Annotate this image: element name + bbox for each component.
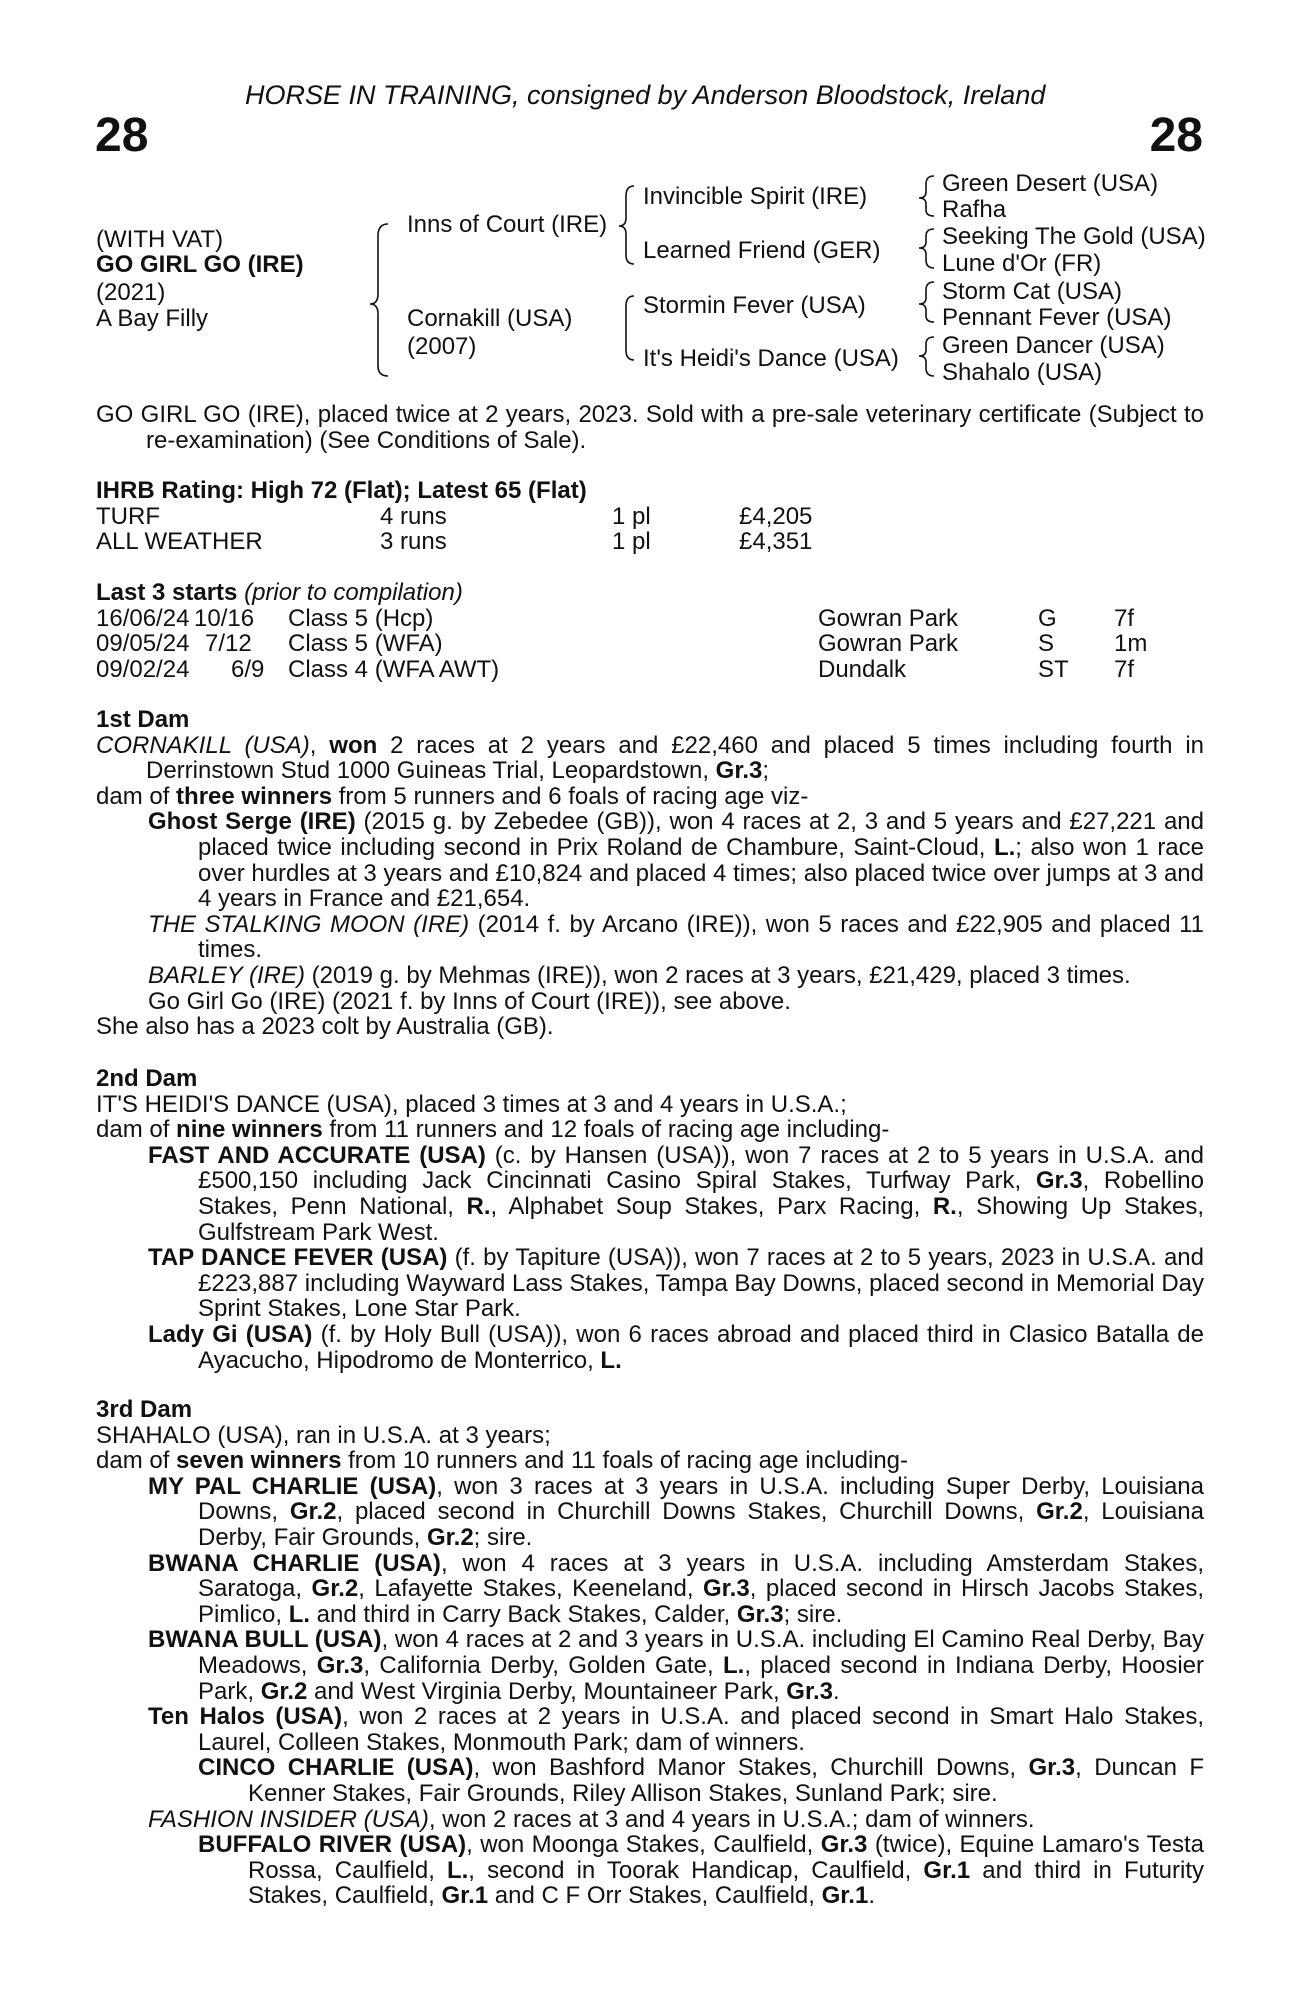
grade: Gr.3 — [1035, 1167, 1083, 1195]
offspring-entry — [96, 1143, 1204, 1245]
text: , Robellino Stakes, Penn National, — [198, 1167, 1204, 1220]
pedigree-dsd: Pennant Fever (USA) — [942, 304, 1172, 331]
text: ; sire. — [783, 1600, 843, 1628]
grand-offspring-entry — [96, 1755, 1204, 1806]
offspring-name: Lady Gi (USA) — [148, 1320, 313, 1348]
text: and West Virginia Derby, Mountaineer Park, — [307, 1677, 787, 1705]
pedigree-dam-dam: It's Heidi's Dance (USA) — [643, 345, 899, 372]
last-starts-note: (prior to compilation) — [244, 579, 463, 606]
grade: Gr.1 — [441, 1882, 489, 1910]
text: (twice), Equine Lamaro's Testa Rossa, Caulfield, — [248, 1831, 1204, 1884]
text: ; also won 1 race over hurdles at 3 years and £10,824 and placed 4 times; also placed twice over jumps at 3 and 4 years in France and £21,654. — [198, 833, 1205, 913]
text: . — [868, 1882, 875, 1910]
start-distance: 1m — [1114, 630, 1148, 658]
first-dam-produce — [96, 784, 1204, 810]
offspring-entry — [96, 1322, 1204, 1373]
offspring-name: FASHION INSIDER (USA) — [148, 1805, 429, 1833]
start-class: Class 4 (WFA AWT) — [288, 655, 500, 683]
third-dam-produce — [96, 1448, 1204, 1474]
text: , Showing Up Stakes, Gulfstream Park West. — [198, 1192, 1204, 1246]
rating-row — [96, 504, 1204, 530]
start-going: G — [1038, 604, 1057, 632]
rating-row — [96, 529, 1204, 555]
second-dam-record: IT'S HEIDI'S DANCE (USA), placed 3 times at 3 and 4 years in U.S.A.; — [96, 1090, 847, 1118]
offspring-name: Ghost Serge (IRE) — [148, 808, 356, 836]
offspring-entry — [96, 1551, 1204, 1628]
text: and C F Orr Stakes, Caulfield, — [488, 1882, 822, 1910]
pedigree-sss: Green Desert (USA) — [942, 170, 1159, 197]
pedigree-ssd: Rafha — [942, 196, 1007, 223]
last-starts-section — [96, 580, 1204, 682]
text: from 11 runners and 12 foals of racing age including- — [322, 1116, 890, 1144]
summary-text: GO GIRL GO (IRE), placed twice at 2 years, 2023. Sold with a pre-sale veterinary certificate (Subject to re-examination) (See Conditions of Sale). — [96, 401, 1204, 454]
grade: Gr.3 — [316, 1651, 364, 1679]
text: . — [833, 1677, 840, 1705]
text: (2014 f. by Arcano (IRE)), won 5 races and £22,905 and placed 11 times. — [198, 910, 1204, 964]
rating-runs: 3 runs — [380, 528, 447, 556]
text: (2015 g. by Zebedee (GB)), won 4 races at 2, 3 and 5 years and £27,221 and placed twice including second in Prix Roland de Chambure, Saint-Cloud, — [198, 808, 1204, 861]
last-start-row — [96, 606, 1204, 632]
last-starts-title: Last 3 starts — [96, 579, 238, 606]
listed: L. — [993, 833, 1016, 861]
text: , placed second in Indiana Derby, Hoosier Park, — [198, 1651, 1204, 1705]
grade: Gr.2 — [311, 1575, 359, 1603]
text: and third in Carry Back Stakes, Calder, — [310, 1600, 737, 1628]
start-going: ST — [1038, 655, 1069, 683]
offspring-entry — [96, 1245, 1204, 1322]
lot-number-right: 28 — [1149, 109, 1203, 162]
offspring-entry — [96, 1704, 1204, 1755]
pedigree-sdd: Lune d'Or (FR) — [942, 250, 1102, 277]
pedigree-dam-year: (2007) — [407, 333, 477, 360]
grade: Gr.2 — [260, 1677, 308, 1705]
pedigree-sds: Seeking The Gold (USA) — [942, 223, 1206, 250]
offspring-name: MY PAL CHARLIE (USA) — [148, 1472, 437, 1500]
offspring-entry — [96, 1807, 1204, 1833]
first-dam-section — [96, 707, 1204, 1040]
winners-count: seven winners — [176, 1447, 342, 1475]
last-start-row — [96, 631, 1204, 657]
offspring-entry — [96, 963, 1204, 989]
start-date: 09/05/24 — [96, 630, 190, 658]
rating-surface: ALL WEATHER — [96, 528, 263, 556]
first-dam-record — [96, 733, 1204, 784]
grade: Gr.2 — [289, 1498, 337, 1526]
bracket-dd — [919, 337, 934, 376]
restricted: R. — [932, 1192, 957, 1220]
text: (c. by Hansen (USA)), won 7 races at 2 to 5 years in U.S.A. and £500,150 including Jack Cincinnati Casino Spiral Stakes, Turfway Park, — [198, 1141, 1204, 1195]
grade: Gr.1 — [923, 1856, 971, 1884]
text: 2 races at 2 years and £22,460 and placed 5 times including fourth in Derrinstown Stud 1000 Guineas Trial, Leopardstown, — [146, 731, 1204, 785]
text: dam of — [96, 782, 177, 810]
text: , California Derby, Golden Gate, — [363, 1651, 723, 1679]
offspring-entry: Go Girl Go (IRE) (2021 f. by Inns of Court (IRE)), see above. — [148, 987, 791, 1015]
text: , won 2 races at 2 years in U.S.A. and placed second in Smart Halo Stakes, Laurel, Colleen Stakes, Monmouth Park; dam of winners. — [198, 1703, 1205, 1756]
pedigree-dam: Cornakill (USA) — [407, 305, 573, 332]
winners-count: three winners — [176, 782, 333, 810]
listed: L. — [723, 1651, 745, 1679]
text: , second in Toorak Handicap, Caulfield, — [468, 1856, 924, 1884]
page-header: HORSE IN TRAINING, consigned by Anderson Bloodstock, Ireland — [245, 80, 1046, 110]
rating-section — [96, 478, 1204, 555]
listed: L. — [288, 1600, 311, 1628]
start-course: Gowran Park — [818, 604, 959, 632]
text: dam of — [96, 1447, 177, 1475]
start-course: Gowran Park — [818, 630, 959, 658]
last-start-row — [96, 657, 1204, 683]
start-position: 10/16 — [194, 604, 255, 632]
grade: Gr.3 — [786, 1677, 833, 1705]
text: , — [309, 731, 330, 759]
grand-offspring-entry — [96, 1832, 1204, 1909]
pedigree-dds: Green Dancer (USA) — [942, 332, 1165, 359]
text: , placed second in Hirsch Jacobs Stakes, Pimlico, — [198, 1575, 1204, 1628]
text: dam of — [96, 1116, 177, 1144]
grade: Gr.1 — [821, 1882, 869, 1910]
rating-placed: 1 pl — [612, 502, 651, 530]
offspring-name: BUFFALO RIVER (USA) — [198, 1831, 467, 1859]
second-dam-produce — [96, 1117, 1204, 1143]
listed: L. — [446, 1856, 469, 1884]
text: , Duncan F Kenner Stakes, Fair Grounds, Riley Allison Stakes, Sunland Park; sire. — [248, 1754, 1205, 1807]
bracket-sd — [919, 229, 934, 268]
text: , won 4 races at 2 and 3 years in U.S.A. including El Camino Real Derby, Bay Meadows, — [198, 1626, 1204, 1679]
start-date: 09/02/24 — [96, 655, 190, 683]
start-distance: 7f — [1114, 604, 1135, 632]
second-dam-section — [96, 1066, 1204, 1373]
start-course: Dundalk — [818, 655, 907, 683]
bracket-ss — [919, 176, 934, 216]
text: ; sire. — [473, 1523, 533, 1551]
start-position: 6/9 — [231, 655, 265, 683]
pedigree-dam-sire: Stormin Fever (USA) — [643, 292, 866, 319]
grade: Gr.2 — [1036, 1498, 1083, 1526]
text: (f. by Tapiture (USA)), won 7 races at 2 to 5 years, 2023 in U.S.A. and £223,887 including Wayward Lass Stakes, Tampa Bay Downs, placed second in Memorial Day Sprint Stakes, Lone Star Park. — [198, 1244, 1204, 1323]
text: , Alphabet Soup Stakes, Parx Racing, — [490, 1192, 933, 1220]
text: , Louisiana Derby, Fair Grounds, — [198, 1498, 1205, 1551]
start-position: 7/12 — [205, 630, 252, 658]
summary-section — [96, 402, 1204, 453]
text: , won 2 races at 3 and 4 years in U.S.A.; dam of winners. — [428, 1805, 1035, 1833]
text: , won 4 races at 3 years in U.S.A. including Amsterdam Stakes, Saratoga, — [198, 1549, 1205, 1603]
grade: Gr.3 — [702, 1575, 750, 1603]
text: , placed second in Churchill Downs Stakes, Churchill Downs, — [336, 1498, 1037, 1526]
offspring-name: BARLEY (IRE) — [148, 961, 305, 989]
rating-runs: 4 runs — [380, 502, 447, 530]
horse-year: (2021) — [96, 279, 166, 306]
grade: Gr.3 — [1028, 1754, 1076, 1782]
text: , won Bashford Manor Stakes, Churchill Downs, — [473, 1754, 1029, 1782]
text: from 10 runners and 11 foals of racing age including- — [341, 1447, 909, 1475]
start-date: 16/06/24 — [96, 604, 190, 632]
rating-placed: 1 pl — [612, 528, 651, 556]
text: , Lafayette Stakes, Keeneland, — [358, 1575, 703, 1603]
restricted: R. — [466, 1192, 491, 1220]
pedigree-sire: Inns of Court (IRE) — [407, 211, 608, 238]
rating-money: £4,351 — [739, 528, 813, 556]
pedigree-sire-sire: Invincible Spirit (IRE) — [643, 183, 868, 210]
start-going: S — [1038, 630, 1055, 658]
start-distance: 7f — [1114, 655, 1135, 683]
rating-surface: TURF — [96, 502, 160, 530]
winners-count: nine winners — [176, 1116, 323, 1144]
text: and third in Futurity Stakes, Caulfield, — [248, 1856, 1204, 1910]
offspring-entry — [96, 912, 1204, 963]
offspring-name: TAP DANCE FEVER (USA) — [148, 1244, 448, 1272]
start-class: Class 5 (WFA) — [288, 630, 443, 658]
horse-name: GO GIRL GO (IRE) — [96, 251, 304, 278]
second-dam-heading: 2nd Dam — [96, 1065, 198, 1092]
third-dam-record: SHAHALO (USA), ran in U.S.A. at 3 years; — [96, 1421, 551, 1449]
third-dam-section — [96, 1397, 1204, 1909]
offspring-name: BWANA CHARLIE (USA) — [148, 1549, 441, 1577]
third-dam-heading: 3rd Dam — [96, 1396, 193, 1423]
bracket-sire — [619, 186, 634, 264]
bracket-main — [370, 224, 388, 376]
offspring-entry — [96, 809, 1204, 911]
offspring-entry — [96, 1627, 1204, 1704]
vat-note: (WITH VAT) — [96, 226, 224, 253]
text: ; — [762, 757, 770, 785]
horse-description: A Bay Filly — [96, 305, 209, 332]
start-class: Class 5 (Hcp) — [288, 604, 434, 632]
grade: Gr.3 — [715, 757, 763, 785]
offspring-entry — [96, 1474, 1204, 1551]
text: , won 3 races at 3 years in U.S.A. including Super Derby, Louisiana Downs, — [198, 1472, 1204, 1526]
text: from 5 runners and 6 foals of racing age viz- — [332, 782, 809, 810]
dam-name: CORNAKILL (USA) — [96, 731, 310, 759]
bracket-dam — [626, 296, 634, 360]
offspring-name: Ten Halos (USA) — [148, 1703, 343, 1731]
text: , won Moonga Stakes, Caulfield, — [466, 1831, 821, 1859]
grade: Gr.3 — [820, 1831, 868, 1859]
text: (2019 g. by Mehmas (IRE)), won 2 races at 3 years, £21,429, placed 3 times. — [304, 961, 1131, 989]
offspring-name: CINCO CHARLIE (USA) — [198, 1754, 474, 1782]
offspring-name: BWANA BULL (USA) — [148, 1626, 382, 1654]
listed: L. — [600, 1346, 622, 1374]
pedigree-dss: Storm Cat (USA) — [942, 278, 1123, 305]
pedigree-sire-dam: Learned Friend (GER) — [643, 237, 881, 264]
text: (f. by Holy Bull (USA)), won 6 races abroad and placed third in Clasico Batalla de Ayacucho, Hipodromo de Monterrico, — [198, 1320, 1204, 1374]
offspring-name: FAST AND ACCURATE (USA) — [148, 1141, 486, 1169]
text: won — [329, 731, 378, 759]
offspring-name: THE STALKING MOON (IRE) — [148, 910, 470, 938]
first-dam-note: She also has a 2023 colt by Australia (GB). — [96, 1013, 554, 1041]
pedigree-ddd: Shahalo (USA) — [942, 359, 1103, 386]
rating-money: £4,205 — [739, 502, 813, 530]
first-dam-heading: 1st Dam — [96, 706, 190, 733]
lot-number-left: 28 — [95, 109, 149, 162]
bracket-ds — [919, 282, 934, 322]
grade: Gr.2 — [426, 1523, 474, 1551]
rating-title: IHRB Rating: High 72 (Flat); Latest 65 (Flat) — [96, 477, 587, 504]
grade: Gr.3 — [736, 1600, 784, 1628]
